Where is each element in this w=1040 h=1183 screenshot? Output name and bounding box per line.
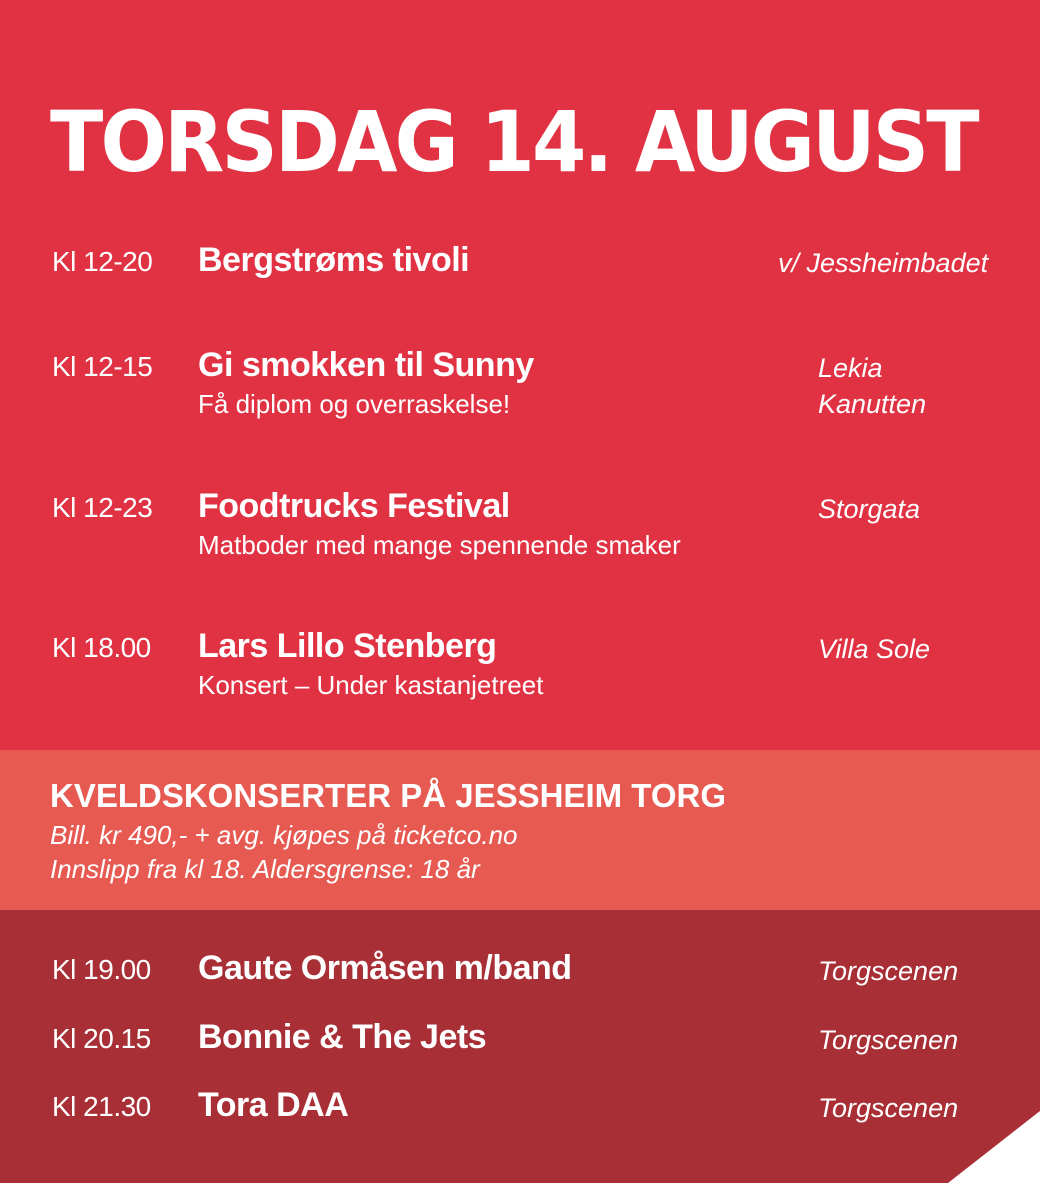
concert-time: Kl 21.30 [52,1091,151,1122]
event-time: Kl 12-15 [52,351,153,382]
event-name: Lars Lillo Stenberg [198,627,497,665]
event-venue-secondary: Kanutten [818,389,927,419]
event-description: Matboder med mange spennende smaker [198,530,681,560]
event-venue: Villa Sole [818,634,931,664]
concert-list-section [0,910,1040,1183]
event-name: Foodtrucks Festival [198,487,510,525]
evening-concerts-banner [0,750,1040,910]
concert-venue: Torgscenen [818,1025,959,1055]
concert-name: Gaute Ormåsen m/band [198,949,572,987]
event-time: Kl 12-23 [52,492,153,523]
entry-info: Innslipp fra kl 18. Aldersgrense: 18 år [50,854,480,884]
concert-venue: Torgscenen [818,1093,959,1123]
page-title: TORSDAG 14. AUGUST [50,93,977,191]
event-name: Gi smokken til Sunny [198,346,534,384]
evening-heading: KVELDSKONSERTER PÅ JESSHEIM TORG [50,777,727,814]
page-corner-fold [948,1111,1040,1183]
ticket-info: Bill. kr 490,- + avg. kjøpes på ticketco.no [50,820,518,850]
event-description: Konsert – Under kastanjetreet [198,670,544,700]
event-venue: Storgata [818,494,921,524]
event-time: Kl 18.00 [52,632,151,663]
event-description: Få diplom og overraskelse! [198,389,511,419]
concert-time: Kl 19.00 [52,954,151,985]
event-time: Kl 12-20 [52,246,153,277]
concert-name: Tora DAA [198,1086,349,1124]
concert-time: Kl 20.15 [52,1023,151,1054]
event-venue: Lekia [818,353,883,383]
concert-name: Bonnie & The Jets [198,1018,487,1056]
event-name: Bergstrøms tivoli [198,241,470,279]
event-venue: v/ Jessheimbadet [778,248,989,278]
concert-venue: Torgscenen [818,956,959,986]
